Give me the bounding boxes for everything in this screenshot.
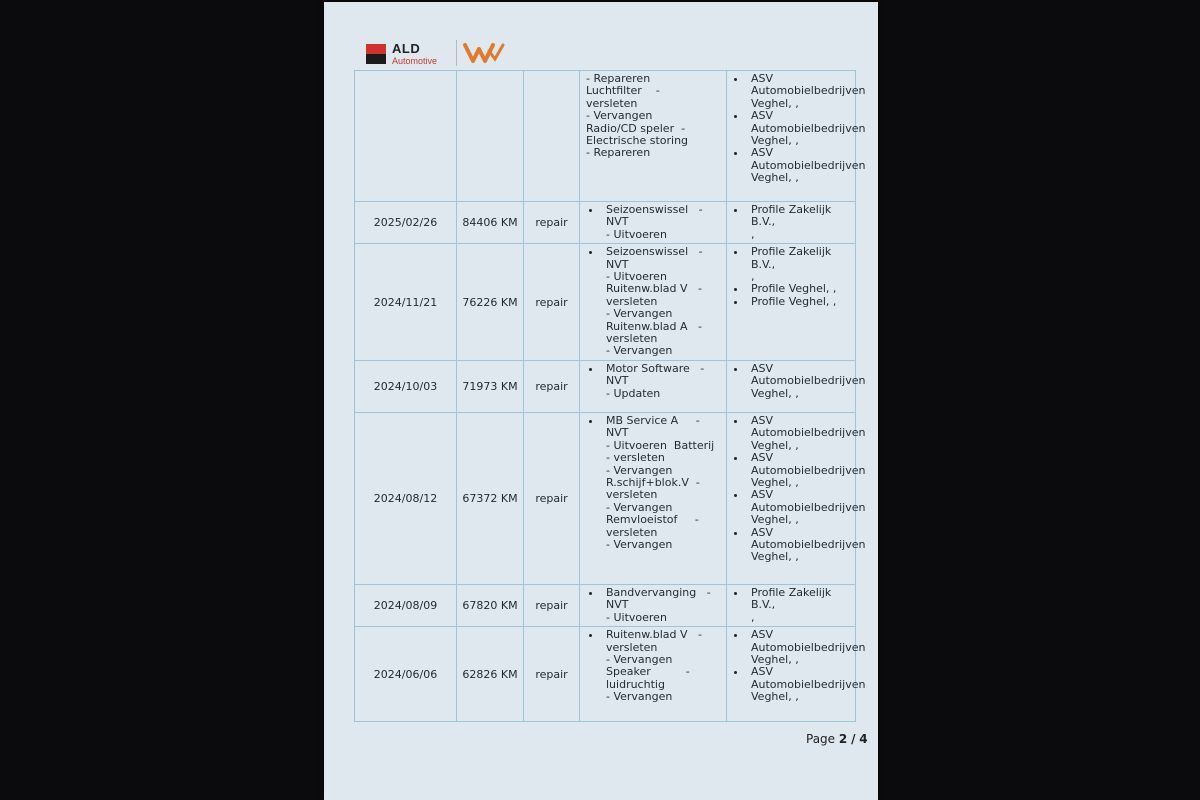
description-line: NVT — [606, 257, 629, 271]
type-cell: repair — [524, 360, 580, 412]
description-line: Electrische storing — [586, 134, 689, 148]
garage-item — [747, 488, 866, 527]
page-number — [806, 732, 868, 746]
ald-logo-text — [392, 42, 437, 66]
description-line: - Vervangen — [606, 690, 673, 704]
description-line: versleten — [606, 294, 658, 308]
garage-line: • ASV — [751, 488, 774, 502]
mileage-cell: 84406 KM — [457, 202, 524, 244]
description-line: luidruchtig — [606, 677, 665, 691]
description-line: - Vervangen — [606, 652, 673, 666]
page-label: Page — [806, 732, 836, 746]
garage-line: Automobielbedrijven — [751, 158, 866, 172]
garage-line: Veghel, , — [751, 550, 799, 564]
garage-line: Automobielbedrijven — [751, 677, 866, 691]
description-item — [602, 587, 726, 624]
garage-line: • ASV — [751, 451, 774, 465]
description-cell — [580, 412, 727, 584]
mileage-cell: 67820 KM — [457, 584, 524, 626]
garage-item — [747, 665, 866, 704]
logo-divider — [456, 40, 457, 66]
garage-cell — [727, 71, 866, 202]
garage-line: • ASV — [751, 72, 774, 85]
description-line: NVT — [606, 374, 629, 388]
table-row — [355, 412, 856, 584]
garage-item — [747, 587, 855, 624]
garage-item — [747, 413, 866, 452]
garage-cell — [727, 202, 856, 244]
description-item — [602, 204, 726, 241]
description-line: NVT — [606, 598, 629, 612]
description-line: - Vervangen — [606, 344, 673, 358]
table-row — [355, 71, 856, 202]
mileage-cell: 67372 KM — [457, 412, 524, 584]
description-item — [602, 363, 726, 400]
garage-item — [747, 146, 866, 185]
description-line: - Uitvoeren — [606, 610, 667, 624]
garage-line: Veghel, , — [751, 386, 799, 400]
garage-line: • ASV — [751, 109, 774, 123]
type-cell: repair — [524, 202, 580, 244]
description-line: • Motor Software - — [606, 361, 705, 375]
type-cell: repair — [524, 584, 580, 626]
garage-line: Veghel, , — [751, 134, 799, 148]
description-line: NVT — [606, 215, 629, 229]
description-line: Luchtfilter - — [586, 84, 660, 98]
garage-line: Automobielbedrijven — [751, 463, 866, 477]
garage-line: Automobielbedrijven — [751, 121, 866, 135]
garage-item — [747, 109, 866, 148]
description-line: • MB Service A - — [606, 413, 700, 427]
garage-line: Automobielbedrijven — [751, 374, 866, 388]
mileage-cell — [457, 71, 524, 202]
garage-line: , — [751, 227, 755, 241]
mileage-cell: 76226 KM — [457, 244, 524, 361]
garage-line: • ASV — [751, 146, 774, 160]
type-cell: repair — [524, 627, 580, 722]
description-line: - Uitvoeren Batterij — [606, 438, 715, 452]
table-row — [355, 244, 856, 361]
description-line: Ruitenw.blad A - — [606, 319, 702, 333]
description-line: - versleten — [606, 451, 665, 465]
garage-cell — [727, 584, 856, 626]
garage-line: Veghel, , — [751, 438, 799, 452]
garage-cell — [727, 360, 866, 412]
description-line: versleten — [606, 640, 658, 654]
description-cell — [580, 627, 727, 722]
garage-line: Veghel, , — [751, 513, 799, 527]
description-line: versleten — [586, 96, 638, 110]
description-line: - Uitvoeren — [606, 270, 667, 284]
brand-name: ALD — [392, 41, 421, 56]
garage-line: • ASV — [751, 628, 774, 642]
garage-line: • ASV — [751, 413, 774, 427]
description-item — [602, 415, 726, 551]
garage-line: Automobielbedrijven — [751, 426, 866, 440]
garage-line: • ASV — [751, 665, 774, 679]
garage-line: , — [751, 610, 755, 624]
garage-line: Veghel, , — [751, 96, 799, 110]
description-line: versleten — [606, 488, 658, 502]
maintenance-history-table — [354, 70, 866, 722]
garage-line: • Profile Veghel, , — [751, 282, 837, 296]
table-row — [355, 360, 856, 412]
ald-logo-icon — [366, 44, 386, 64]
description-line: NVT — [606, 426, 629, 440]
description-line: versleten — [606, 332, 658, 346]
description-line: - Vervangen — [606, 500, 673, 514]
garage-cell — [727, 412, 866, 584]
partner-logo-icon — [463, 41, 507, 65]
description-cell — [580, 244, 727, 361]
page-total: 4 — [859, 732, 868, 746]
garage-item — [747, 72, 866, 110]
page-header — [366, 40, 566, 68]
date-cell: 2024/08/09 — [355, 584, 457, 626]
description-line: - Vervangen — [606, 463, 673, 477]
date-cell: 2024/10/03 — [355, 360, 457, 412]
page-current: 2 — [838, 732, 848, 746]
garage-line: Automobielbedrijven — [751, 500, 866, 514]
description-line: - Updaten — [606, 386, 661, 400]
garage-item — [747, 361, 866, 400]
description-cell — [580, 360, 727, 412]
mileage-cell: 62826 KM — [457, 627, 524, 722]
type-cell: repair — [524, 244, 580, 361]
garage-item — [747, 525, 866, 564]
garage-line: Veghel, , — [751, 171, 799, 185]
description-line: - Vervangen — [586, 109, 653, 123]
description-cell — [580, 584, 727, 626]
description-line: - Vervangen — [606, 307, 673, 321]
description-line: - Repareren — [586, 146, 651, 160]
description-line: - Uitvoeren — [606, 227, 667, 241]
description-cell — [580, 71, 727, 202]
description-line: R.schijf+blok.V - — [606, 475, 700, 489]
description-item — [602, 246, 726, 358]
table-row — [355, 584, 856, 626]
description-item — [602, 629, 726, 703]
garage-item — [747, 296, 855, 308]
garage-line: • Profile Veghel, , — [751, 294, 837, 308]
document-page — [324, 2, 878, 800]
garage-line: Automobielbedrijven — [751, 84, 866, 98]
garage-line: Automobielbedrijven — [751, 640, 866, 654]
garage-item — [747, 451, 866, 489]
garage-line: , — [751, 270, 755, 284]
garage-line: • ASV — [751, 525, 774, 539]
garage-line: Veghel, , — [751, 690, 799, 704]
garage-item — [747, 628, 866, 666]
garage-cell — [727, 244, 856, 361]
garage-line: • ASV — [751, 361, 774, 375]
garage-line: • Profile Zakelijk B.V., — [751, 245, 832, 271]
page-separator: / — [851, 732, 856, 746]
garage-line: • Profile Zakelijk B.V., — [751, 585, 832, 612]
garage-line: Veghel, , — [751, 652, 799, 666]
table-row — [355, 627, 856, 722]
description-line: - Vervangen — [606, 537, 673, 551]
garage-item — [747, 283, 855, 295]
description-line: Remvloeistof - — [606, 513, 699, 527]
garage-line: Veghel, , — [751, 475, 799, 489]
description-line: • Bandvervanging - — [606, 585, 711, 599]
description-line: - Repareren — [586, 72, 651, 85]
date-cell: 2024/11/21 — [355, 244, 457, 361]
garage-item — [747, 204, 855, 241]
mileage-cell: 71973 KM — [457, 360, 524, 412]
description-line: versleten — [606, 525, 658, 539]
type-cell — [524, 71, 580, 202]
garage-line: Automobielbedrijven — [751, 537, 866, 551]
table-row — [355, 202, 856, 244]
date-cell — [355, 71, 457, 202]
garage-line: • Profile Zakelijk B.V., — [751, 203, 832, 229]
garage-item — [747, 246, 855, 283]
brand-subtitle: Automotive — [392, 56, 438, 66]
date-cell: 2025/02/26 — [355, 202, 457, 244]
description-line: • Seizoenswissel - — [606, 203, 703, 216]
type-cell: repair — [524, 412, 580, 584]
date-cell: 2024/08/12 — [355, 412, 457, 584]
description-line: • Seizoenswissel - — [606, 245, 703, 259]
date-cell: 2024/06/06 — [355, 627, 457, 722]
description-line: Radio/CD speler - — [586, 121, 686, 135]
description-line: Speaker - — [606, 665, 690, 679]
description-line: Ruitenw.blad V - — [606, 282, 702, 296]
garage-cell — [727, 627, 866, 722]
description-line: • Ruitenw.blad V - — [606, 628, 702, 642]
description-cell — [580, 202, 727, 244]
